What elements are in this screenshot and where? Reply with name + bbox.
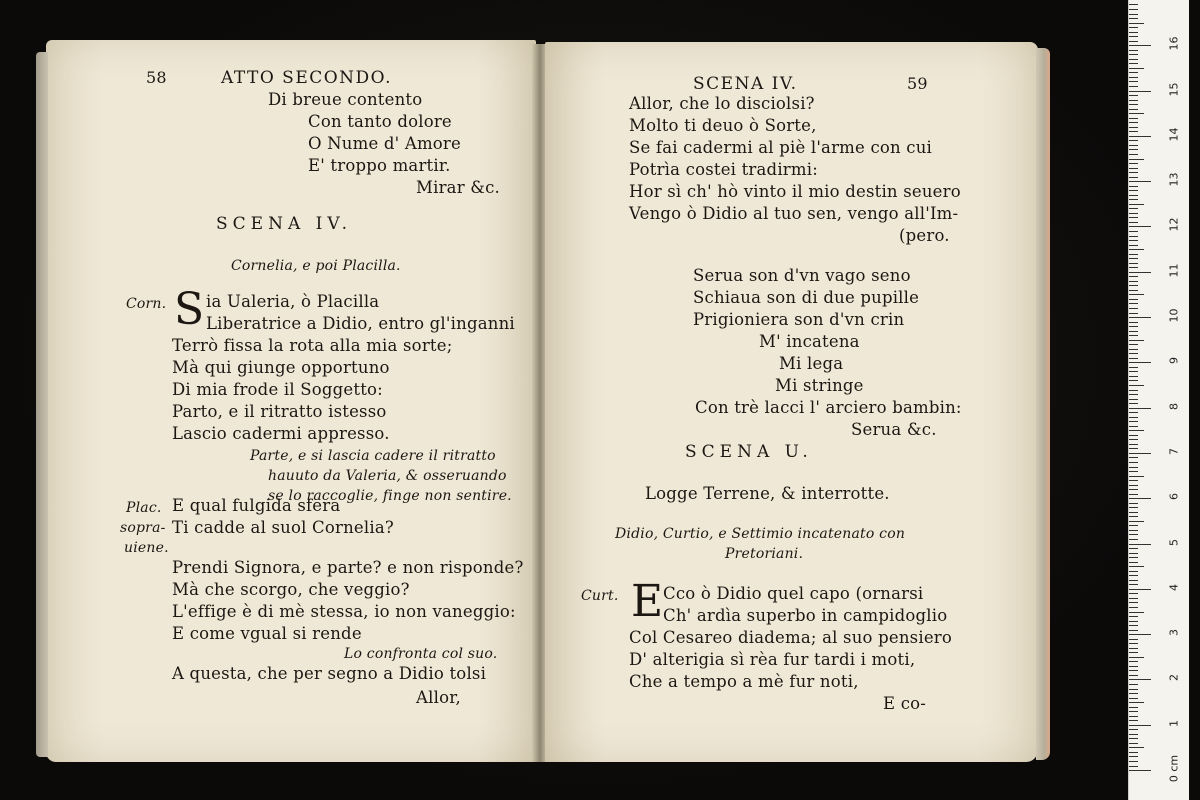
ruler-tick xyxy=(1129,394,1138,395)
ruler-tick xyxy=(1129,100,1138,101)
ruler-tick xyxy=(1129,725,1151,726)
ruler-tick xyxy=(1129,417,1138,418)
ruler-label: 3 xyxy=(1167,629,1181,637)
ruler-tick xyxy=(1129,267,1138,268)
ruler-label: 13 xyxy=(1167,172,1181,187)
ruler-tick xyxy=(1129,507,1138,508)
verse-line: Con tanto dolore xyxy=(308,112,452,131)
ruler-tick xyxy=(1129,54,1138,55)
ruler-tick xyxy=(1129,408,1151,409)
ruler-tick xyxy=(1129,258,1138,259)
ruler-tick xyxy=(1129,18,1138,19)
ruler-tick xyxy=(1129,358,1138,359)
ruler-tick xyxy=(1129,756,1138,757)
ruler-tick xyxy=(1129,231,1138,232)
ruler-tick xyxy=(1129,448,1138,449)
ruler-tick xyxy=(1129,353,1138,354)
ruler-tick xyxy=(1129,236,1138,237)
ruler-tick xyxy=(1129,476,1144,477)
ruler-tick xyxy=(1129,204,1144,205)
ruler-tick xyxy=(1129,331,1138,332)
ruler-label: 1 xyxy=(1167,719,1181,727)
ruler-tick xyxy=(1129,666,1138,667)
ruler-tick xyxy=(1129,36,1138,37)
left-page-edge xyxy=(36,52,48,757)
verse-line: Hor sì ch' hò vinto il mio destin seuero xyxy=(629,182,961,201)
right-page-edge xyxy=(1036,48,1050,760)
verse-line: Cco ò Didio quel capo (ornarsi xyxy=(663,584,924,603)
ruler-tick xyxy=(1129,349,1138,350)
ruler-tick xyxy=(1129,322,1138,323)
ruler-label: 5 xyxy=(1167,538,1181,546)
verse-line: Col Cesareo diadema; al suo pensiero xyxy=(629,628,953,647)
ruler-tick xyxy=(1129,403,1138,404)
verse-line: ia Ualeria, ò Placilla xyxy=(206,292,380,311)
ruler-tick xyxy=(1129,530,1138,531)
ruler-tick xyxy=(1129,480,1138,481)
left-running-head: ATTO SECONDO. xyxy=(221,68,393,88)
verse-line: E come vgual si rende xyxy=(172,624,362,643)
ruler-tick xyxy=(1129,630,1138,631)
verse-line: O Nume d' Amore xyxy=(308,134,461,153)
ruler-tick xyxy=(1129,149,1138,150)
ruler-tick xyxy=(1129,86,1138,87)
scene-title: SCENA IV. xyxy=(216,214,353,234)
ruler-tick xyxy=(1129,512,1138,513)
ruler-label: 15 xyxy=(1167,82,1181,96)
verse-line: E' troppo martir. xyxy=(308,156,451,175)
ruler-tick xyxy=(1129,63,1138,64)
ruler-tick xyxy=(1129,281,1138,282)
ruler-tick xyxy=(1129,181,1151,182)
ruler-tick xyxy=(1129,154,1138,155)
ruler-tick xyxy=(1129,380,1138,381)
ruler-tick xyxy=(1129,27,1138,28)
ruler-tick xyxy=(1129,548,1138,549)
ruler-tick xyxy=(1129,607,1138,608)
ruler-tick xyxy=(1129,634,1151,635)
ruler-tick xyxy=(1129,707,1138,708)
ruler-tick xyxy=(1129,213,1138,214)
verse-line: Mirar &c. xyxy=(416,178,501,197)
ruler-tick xyxy=(1129,317,1151,318)
ruler-tick xyxy=(1129,457,1138,458)
right-page-number: 59 xyxy=(907,74,928,93)
speaker-label: sopra- xyxy=(120,520,166,536)
ruler-tick xyxy=(1129,761,1138,762)
ruler-tick xyxy=(1129,702,1144,703)
verse-line: Parto, e il ritratto istesso xyxy=(172,402,387,421)
ruler-tick xyxy=(1129,399,1138,400)
ruler-tick xyxy=(1129,186,1138,187)
ruler-tick xyxy=(1129,729,1138,730)
ruler-tick xyxy=(1129,598,1138,599)
ruler-tick xyxy=(1129,263,1138,264)
stage-direction: hauuto da Valeria, & osseruando xyxy=(268,468,507,484)
verse-line: E qual fulgida sfera xyxy=(172,496,341,515)
measurement-ruler xyxy=(1128,0,1189,800)
ruler-tick xyxy=(1129,14,1138,15)
ruler-tick xyxy=(1129,752,1138,753)
ruler-tick xyxy=(1129,109,1138,110)
ruler-tick xyxy=(1129,616,1138,617)
ruler-tick xyxy=(1129,254,1138,255)
ruler-tick xyxy=(1129,163,1138,164)
ruler-label: 2 xyxy=(1167,674,1181,682)
ruler-tick xyxy=(1129,648,1138,649)
verse-line: Allor, che lo disciolsi? xyxy=(629,94,815,113)
verse-line: Mà qui giunge opportuno xyxy=(172,358,390,377)
ruler-label: 4 xyxy=(1167,583,1181,591)
aria-line: Serua &c. xyxy=(851,420,937,439)
ruler-tick xyxy=(1129,562,1138,563)
left-page xyxy=(46,40,536,762)
left-page-number: 58 xyxy=(146,68,167,87)
ruler-tick xyxy=(1129,140,1138,141)
stage-direction: Parte, e si lascia cadere il ritratto xyxy=(250,448,496,464)
ruler-tick xyxy=(1129,104,1138,105)
verse-line: Lascio cadermi appresso. xyxy=(172,424,390,443)
ruler-tick xyxy=(1129,467,1138,468)
ruler-tick xyxy=(1129,684,1138,685)
ruler-tick xyxy=(1129,430,1144,431)
ruler-label: 0 cm xyxy=(1167,754,1181,783)
ruler-tick xyxy=(1129,177,1138,178)
ruler-tick xyxy=(1129,290,1138,291)
ruler-tick xyxy=(1129,50,1138,51)
ruler-tick xyxy=(1129,172,1138,173)
ruler-tick xyxy=(1129,489,1138,490)
ruler-label: 9 xyxy=(1167,357,1181,365)
ruler-tick xyxy=(1129,747,1144,748)
ruler-tick xyxy=(1129,453,1151,454)
ruler-tick xyxy=(1129,308,1138,309)
aria-line: M' incatena xyxy=(759,332,860,351)
scene-setting: Logge Terrene, & interrotte. xyxy=(645,484,890,503)
verse-line: Mà che scorgo, che veggio? xyxy=(172,580,410,599)
ruler-tick xyxy=(1129,770,1151,771)
ruler-tick xyxy=(1129,23,1144,24)
ruler-tick xyxy=(1129,525,1138,526)
ruler-tick xyxy=(1129,390,1138,391)
verse-line: Terrò fissa la rota alla mia sorte; xyxy=(172,336,453,355)
ruler-tick xyxy=(1129,571,1138,572)
aria-line: Mi lega xyxy=(779,354,844,373)
ruler-tick xyxy=(1129,285,1138,286)
ruler-tick xyxy=(1129,652,1138,653)
ruler-tick xyxy=(1129,340,1144,341)
ruler-tick xyxy=(1129,276,1138,277)
verse-line: A questa, che per segno a Didio tolsi xyxy=(172,664,487,683)
ruler-tick xyxy=(1129,68,1144,69)
verse-line: Che a tempo a mè fur noti, xyxy=(629,672,859,691)
ruler-tick xyxy=(1129,421,1138,422)
ruler-tick xyxy=(1129,534,1138,535)
ruler-tick xyxy=(1129,299,1138,300)
ruler-tick xyxy=(1129,113,1144,114)
catchword: Allor, xyxy=(416,688,461,707)
ruler-tick xyxy=(1129,81,1138,82)
ruler-tick xyxy=(1129,272,1151,273)
drop-capital: S xyxy=(174,284,205,335)
ruler-tick xyxy=(1129,670,1138,671)
ruler-tick xyxy=(1129,240,1138,241)
ruler-tick xyxy=(1129,462,1138,463)
ruler-tick xyxy=(1129,59,1138,60)
ruler-tick xyxy=(1129,41,1138,42)
scene-title: SCENA U. xyxy=(685,442,813,462)
ruler-tick xyxy=(1129,195,1138,196)
ruler-tick xyxy=(1129,159,1144,160)
ruler-tick xyxy=(1129,136,1151,137)
ruler-tick xyxy=(1129,294,1144,295)
aria-line: Schiaua son di due pupille xyxy=(693,288,920,307)
ruler-tick xyxy=(1129,208,1138,209)
ruler-tick xyxy=(1129,444,1138,445)
ruler-tick xyxy=(1129,371,1138,372)
ruler-tick xyxy=(1129,168,1138,169)
verse-line: (pero. xyxy=(899,226,950,245)
ruler-tick xyxy=(1129,190,1138,191)
scene-characters: Pretoriani. xyxy=(725,546,804,562)
catchword: E co- xyxy=(883,694,927,713)
ruler-tick xyxy=(1129,698,1138,699)
ruler-tick xyxy=(1129,118,1138,119)
ruler-tick xyxy=(1129,485,1138,486)
aria-line: Serua son d'vn vago seno xyxy=(693,266,911,285)
ruler-tick xyxy=(1129,249,1144,250)
verse-line: Di breue contento xyxy=(268,90,423,109)
ruler-tick xyxy=(1129,245,1138,246)
ruler-tick xyxy=(1129,575,1138,576)
right-running-head: SCENA IV. xyxy=(693,74,798,94)
ruler-tick xyxy=(1129,199,1138,200)
verse-line: Molto ti deuo ò Sorte, xyxy=(629,116,817,135)
ruler-tick xyxy=(1129,426,1138,427)
ruler-tick xyxy=(1129,145,1138,146)
ruler-tick xyxy=(1129,711,1138,712)
ruler-label: 16 xyxy=(1167,36,1181,51)
stage-direction: se lo raccoglie, finge non sentire. xyxy=(268,488,512,504)
verse-line: Se fai cadermi al piè l'arme con cui xyxy=(629,138,933,157)
ruler-tick xyxy=(1129,521,1144,522)
ruler-tick xyxy=(1129,326,1138,327)
ruler-tick xyxy=(1129,313,1138,314)
ruler-tick xyxy=(1129,122,1138,123)
ruler-label: 10 xyxy=(1167,308,1181,323)
ruler-tick xyxy=(1129,385,1144,386)
speaker-label: Plac. xyxy=(126,500,162,516)
ruler-tick xyxy=(1129,734,1138,735)
ruler-tick xyxy=(1129,95,1138,96)
ruler-tick xyxy=(1129,716,1138,717)
ruler-tick xyxy=(1129,612,1144,613)
ruler-tick xyxy=(1129,72,1138,73)
ruler-tick xyxy=(1129,91,1151,92)
ruler-tick xyxy=(1129,584,1138,585)
ruler-tick xyxy=(1129,557,1138,558)
ruler-tick xyxy=(1129,494,1138,495)
verse-line: Ti cadde al suol Cornelia? xyxy=(172,518,394,537)
ruler-tick xyxy=(1129,625,1138,626)
ruler-tick xyxy=(1129,32,1138,33)
stage-direction: Lo confronta col suo. xyxy=(344,646,498,662)
verse-line: Potrìa costei tradirmi: xyxy=(629,160,818,179)
ruler-tick xyxy=(1129,222,1138,223)
ruler-tick xyxy=(1129,435,1138,436)
speaker-label: uiene. xyxy=(124,540,169,556)
ruler-tick xyxy=(1129,303,1138,304)
ruler-tick xyxy=(1129,498,1151,499)
ruler-tick xyxy=(1129,589,1151,590)
ruler-tick xyxy=(1129,766,1138,767)
ruler-tick xyxy=(1129,439,1138,440)
ruler-label: 14 xyxy=(1167,127,1181,142)
ruler-tick xyxy=(1129,131,1138,132)
verse-line: D' alterigia sì rèa fur tardi i moti, xyxy=(629,650,916,669)
ruler-tick xyxy=(1129,344,1138,345)
ruler-tick xyxy=(1129,503,1138,504)
ruler-tick xyxy=(1129,675,1138,676)
ruler-tick xyxy=(1129,720,1138,721)
ruler-tick xyxy=(1129,77,1138,78)
ruler-tick xyxy=(1129,661,1138,662)
aria-line: Con trè lacci l' arciero bambin: xyxy=(695,398,962,417)
ruler-label: 8 xyxy=(1167,402,1181,410)
scene-characters: Cornelia, e poi Placilla. xyxy=(231,258,401,274)
verse-line: Di mia frode il Soggetto: xyxy=(172,380,383,399)
ruler-tick xyxy=(1129,693,1138,694)
ruler-tick xyxy=(1129,516,1138,517)
ruler-label: 7 xyxy=(1167,447,1181,455)
verse-line: Ch' ardìa superbo in campidoglio xyxy=(663,606,948,625)
ruler-tick xyxy=(1129,127,1138,128)
ruler-tick xyxy=(1129,45,1151,46)
ruler-label: 11 xyxy=(1167,263,1181,278)
ruler-tick xyxy=(1129,621,1138,622)
ruler-tick xyxy=(1129,226,1151,227)
verse-line: Vengo ò Didio al tuo sen, vengo all'Im- xyxy=(629,204,959,223)
ruler-tick xyxy=(1129,367,1138,368)
ruler-tick xyxy=(1129,217,1138,218)
ruler-tick xyxy=(1129,580,1138,581)
ruler-tick xyxy=(1129,412,1138,413)
ruler-tick xyxy=(1129,9,1138,10)
ruler-tick xyxy=(1129,643,1138,644)
ruler-tick xyxy=(1129,376,1138,377)
aria-line: Mi stringe xyxy=(775,376,864,395)
ruler-tick xyxy=(1129,362,1151,363)
speaker-label: Curt. xyxy=(581,588,619,604)
right-page xyxy=(545,42,1038,762)
drop-capital: E xyxy=(631,576,664,627)
ruler-tick xyxy=(1129,539,1138,540)
ruler-tick xyxy=(1129,602,1138,603)
ruler-tick xyxy=(1129,738,1138,739)
speaker-label: Corn. xyxy=(126,296,167,312)
ruler-tick xyxy=(1129,639,1138,640)
aria-line: Prigioniera son d'vn crin xyxy=(693,310,905,329)
verse-line: Liberatrice a Didio, entro gl'inganni xyxy=(206,314,515,333)
ruler-tick xyxy=(1129,471,1138,472)
ruler-tick xyxy=(1129,335,1138,336)
ruler-tick xyxy=(1129,593,1138,594)
verse-line: Prendi Signora, e parte? e non risponde? xyxy=(172,558,524,577)
ruler-tick xyxy=(1129,4,1138,5)
ruler-label: 12 xyxy=(1167,217,1181,232)
ruler-tick xyxy=(1129,553,1138,554)
ruler-label: 6 xyxy=(1167,493,1181,501)
scene-characters: Didio, Curtio, e Settimio incatenato con xyxy=(615,526,906,542)
ruler-tick xyxy=(1129,566,1144,567)
ruler-tick xyxy=(1129,689,1138,690)
verse-line: L'effige è di mè stessa, io non vaneggio: xyxy=(172,602,516,621)
ruler-tick xyxy=(1129,743,1138,744)
ruler-tick xyxy=(1129,544,1151,545)
ruler-tick xyxy=(1129,657,1144,658)
ruler-tick xyxy=(1129,679,1151,680)
